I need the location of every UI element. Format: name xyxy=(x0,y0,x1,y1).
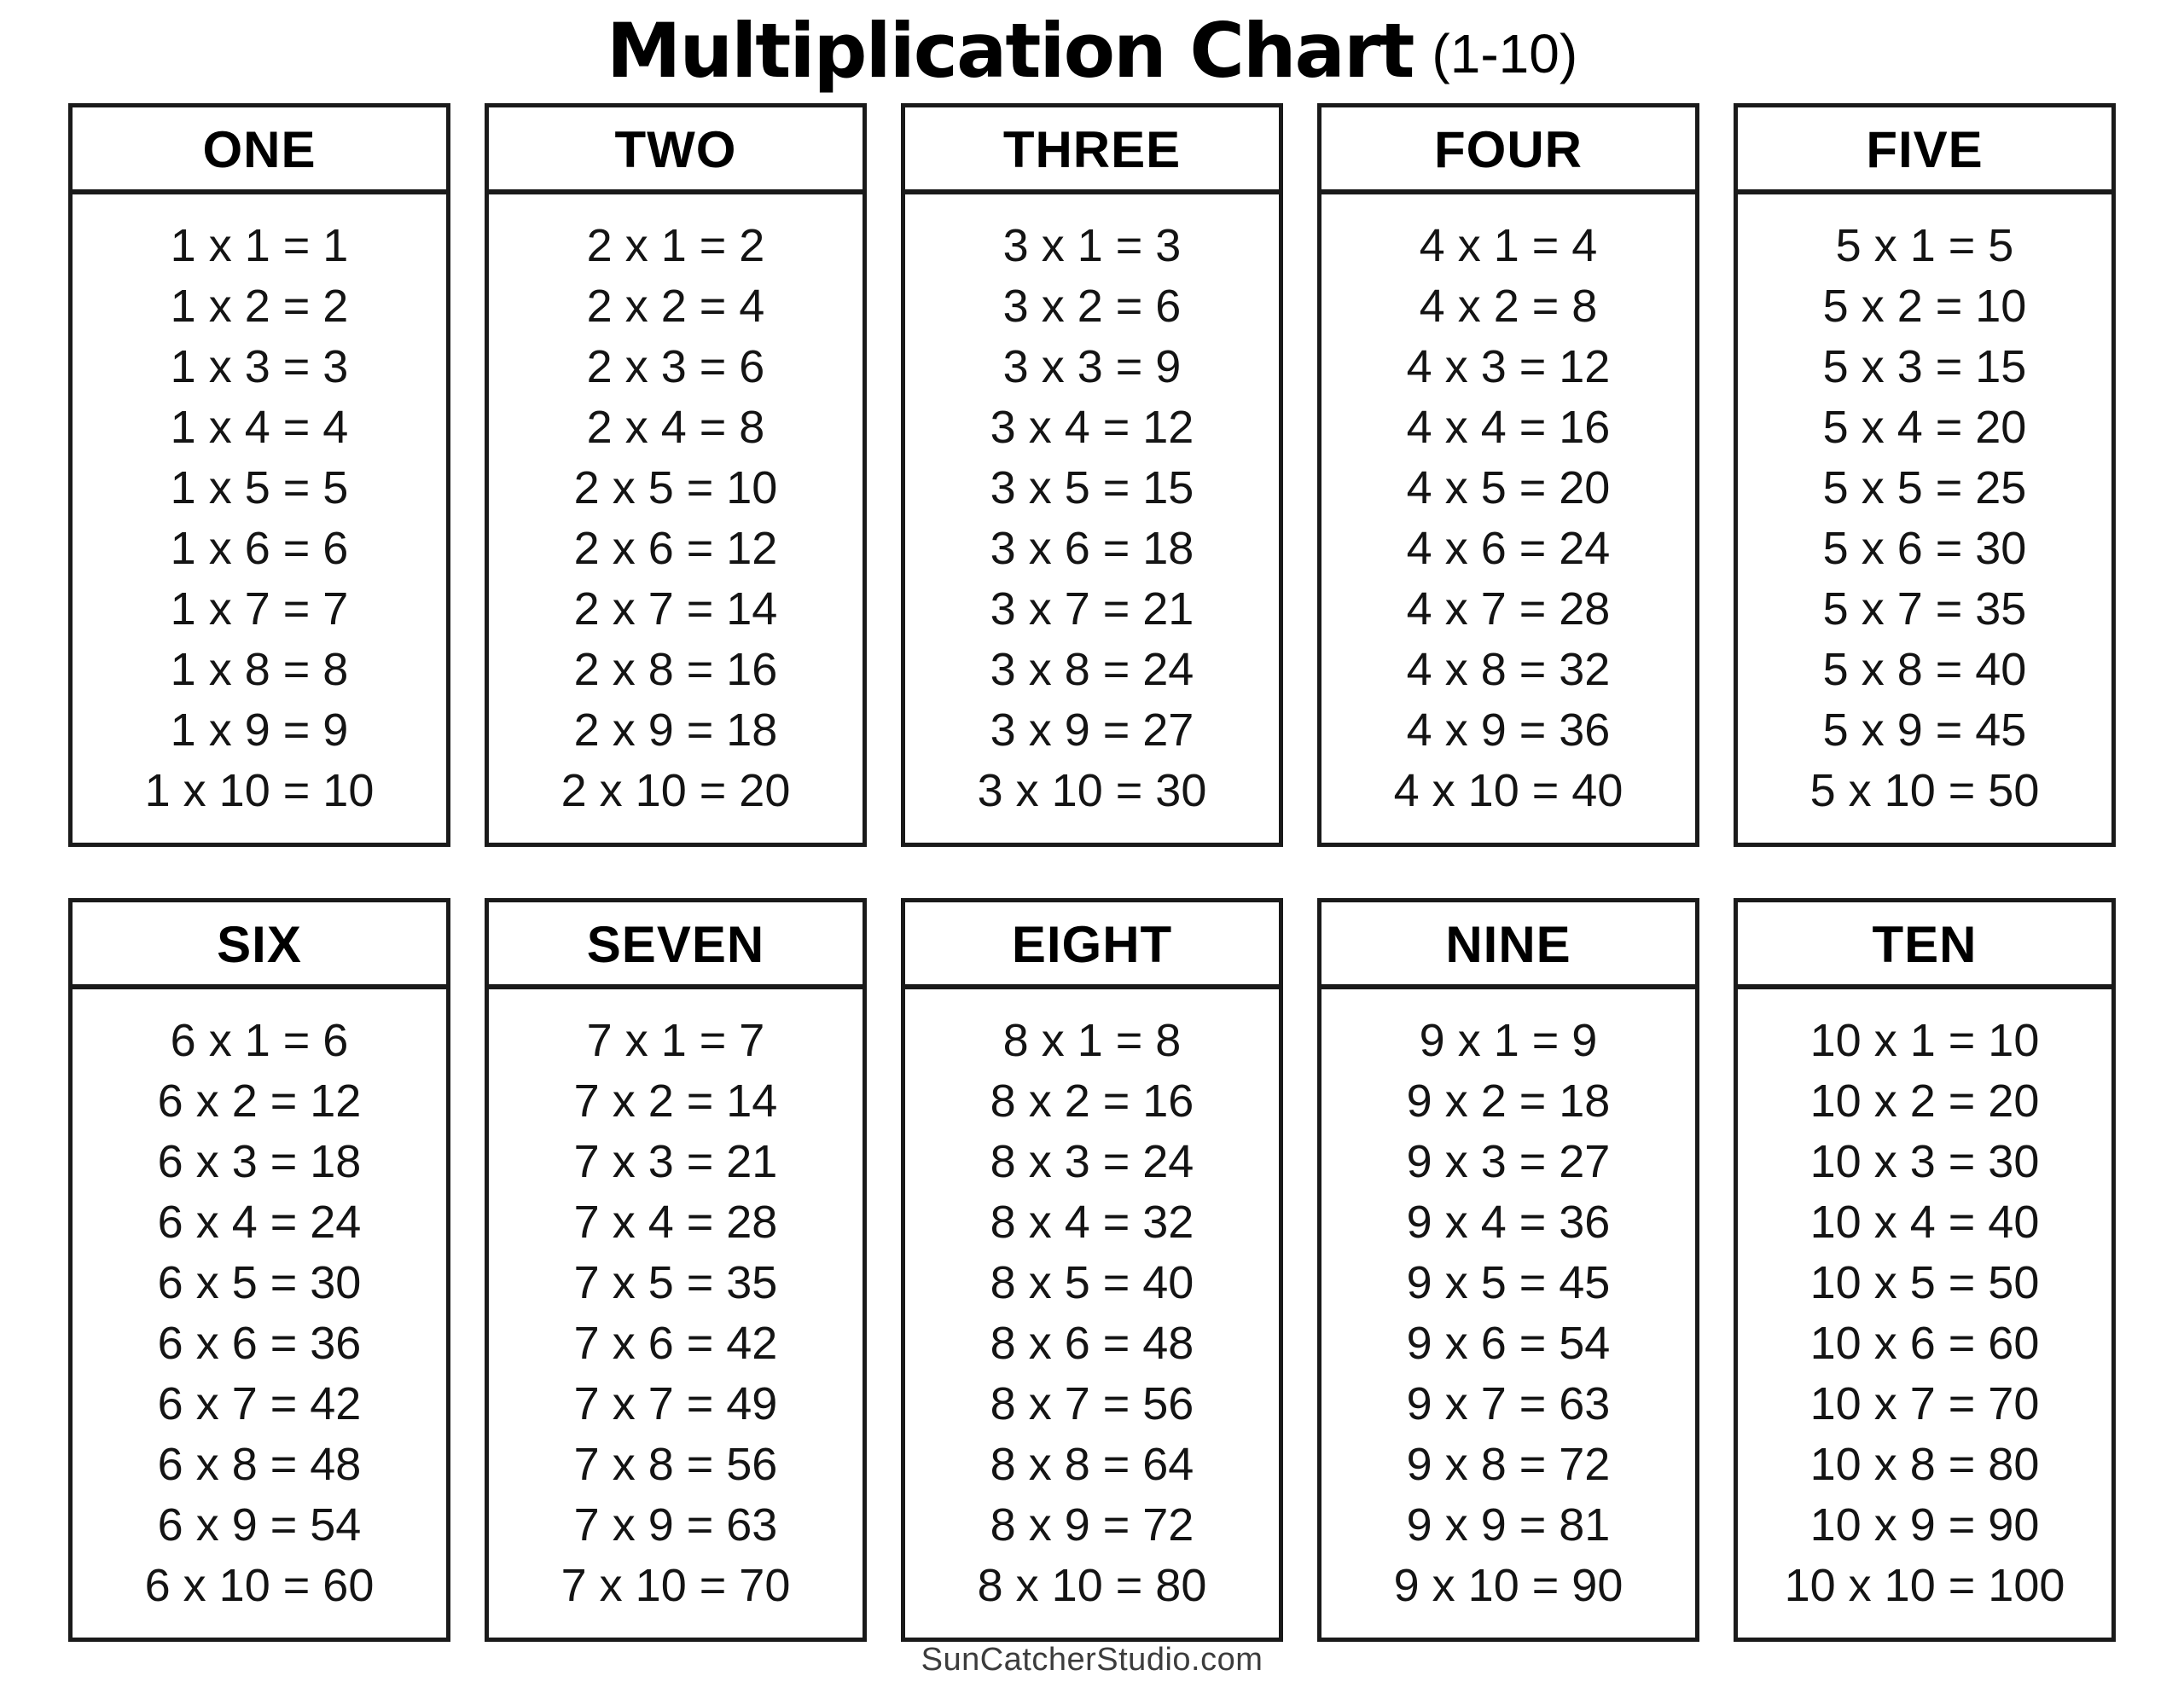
card-body xyxy=(73,194,446,843)
fact-row: 1 x 4 = 4 xyxy=(170,402,349,453)
fact-row: 5 x 6 = 30 xyxy=(1822,523,2027,574)
fact-row: 1 x 8 = 8 xyxy=(170,644,349,695)
fact-row: 8 x 7 = 56 xyxy=(990,1378,1194,1429)
fact-row: 7 x 5 = 35 xyxy=(573,1257,778,1308)
fact-row: 7 x 2 = 14 xyxy=(573,1075,778,1127)
fact-row: 3 x 6 = 18 xyxy=(990,523,1194,574)
fact-row: 10 x 7 = 70 xyxy=(1809,1378,2040,1429)
fact-row: 7 x 7 = 49 xyxy=(573,1378,778,1429)
fact-row: 4 x 9 = 36 xyxy=(1406,704,1611,756)
fact-row: 10 x 9 = 90 xyxy=(1809,1499,2040,1551)
fact-row: 8 x 6 = 48 xyxy=(990,1318,1194,1369)
fact-row: 7 x 1 = 7 xyxy=(586,1015,765,1066)
fact-row: 1 x 5 = 5 xyxy=(170,462,349,513)
fact-row: 4 x 6 = 24 xyxy=(1406,523,1611,574)
card-body xyxy=(489,989,863,1638)
fact-row: 4 x 2 = 8 xyxy=(1419,281,1598,332)
fact-row: 10 x 4 = 40 xyxy=(1809,1197,2040,1248)
fact-row: 3 x 2 = 6 xyxy=(1002,281,1182,332)
fact-row: 9 x 6 = 54 xyxy=(1406,1318,1611,1369)
fact-row: 6 x 9 = 54 xyxy=(157,1499,362,1551)
fact-row: 4 x 3 = 12 xyxy=(1406,341,1611,392)
fact-row: 6 x 1 = 6 xyxy=(170,1015,349,1066)
card-body xyxy=(1321,194,1695,843)
fact-row: 6 x 2 = 12 xyxy=(157,1075,362,1127)
fact-row: 2 x 5 = 10 xyxy=(573,462,778,513)
fact-row: 9 x 2 = 18 xyxy=(1406,1075,1611,1127)
fact-row: 9 x 3 = 27 xyxy=(1406,1136,1611,1187)
fact-row: 6 x 8 = 48 xyxy=(157,1439,362,1490)
card-title: SIX xyxy=(73,902,446,989)
fact-row: 9 x 1 = 9 xyxy=(1419,1015,1598,1066)
fact-row: 7 x 9 = 63 xyxy=(573,1499,778,1551)
fact-row: 8 x 8 = 64 xyxy=(990,1439,1194,1490)
fact-row: 1 x 3 = 3 xyxy=(170,341,349,392)
fact-row: 2 x 9 = 18 xyxy=(573,704,778,756)
fact-row: 5 x 10 = 50 xyxy=(1809,765,2040,816)
fact-row: 5 x 4 = 20 xyxy=(1822,402,2027,453)
page-title: Multiplication Chart xyxy=(606,6,1414,95)
fact-row: 4 x 4 = 16 xyxy=(1406,402,1611,453)
fact-row: 2 x 1 = 2 xyxy=(586,220,765,271)
fact-row: 3 x 5 = 15 xyxy=(990,462,1194,513)
fact-row: 7 x 4 = 28 xyxy=(573,1197,778,1248)
fact-row: 5 x 5 = 25 xyxy=(1822,462,2027,513)
fact-row: 8 x 9 = 72 xyxy=(990,1499,1194,1551)
fact-row: 4 x 1 = 4 xyxy=(1419,220,1598,271)
fact-row: 8 x 4 = 32 xyxy=(990,1197,1194,1248)
card-body xyxy=(1321,989,1695,1638)
multiplication-card-five xyxy=(1734,103,2116,847)
multiplication-card-two xyxy=(485,103,867,847)
footer-site-label: SunCatcherStudio.com xyxy=(921,1642,1263,1678)
multiplication-card-one xyxy=(68,103,450,847)
card-body xyxy=(905,989,1279,1638)
card-body xyxy=(1738,989,2111,1638)
fact-row: 8 x 3 = 24 xyxy=(990,1136,1194,1187)
page-footer xyxy=(0,1642,2184,1687)
fact-row: 2 x 3 = 6 xyxy=(586,341,765,392)
fact-row: 1 x 2 = 2 xyxy=(170,281,349,332)
fact-row: 8 x 2 = 16 xyxy=(990,1075,1194,1127)
multiplication-card-six xyxy=(68,898,450,1642)
card-title: EIGHT xyxy=(905,902,1279,989)
fact-row: 2 x 7 = 14 xyxy=(573,583,778,635)
fact-row: 9 x 4 = 36 xyxy=(1406,1197,1611,1248)
chart-grid xyxy=(0,101,2184,1642)
multiplication-card-ten xyxy=(1734,898,2116,1642)
fact-row: 4 x 8 = 32 xyxy=(1406,644,1611,695)
card-title: NINE xyxy=(1321,902,1695,989)
fact-row: 1 x 7 = 7 xyxy=(170,583,349,635)
card-title: FIVE xyxy=(1738,107,2111,194)
fact-row: 4 x 5 = 20 xyxy=(1406,462,1611,513)
fact-row: 9 x 8 = 72 xyxy=(1406,1439,1611,1490)
fact-row: 6 x 4 = 24 xyxy=(157,1197,362,1248)
fact-row: 5 x 3 = 15 xyxy=(1822,341,2027,392)
card-title: TWO xyxy=(489,107,863,194)
multiplication-card-nine xyxy=(1317,898,1699,1642)
fact-row: 5 x 7 = 35 xyxy=(1822,583,2027,635)
fact-row: 6 x 10 = 60 xyxy=(144,1560,375,1611)
fact-row: 2 x 10 = 20 xyxy=(561,765,791,816)
fact-row: 1 x 9 = 9 xyxy=(170,704,349,756)
fact-row: 5 x 9 = 45 xyxy=(1822,704,2027,756)
fact-row: 3 x 10 = 30 xyxy=(977,765,1207,816)
fact-row: 7 x 8 = 56 xyxy=(573,1439,778,1490)
fact-row: 10 x 6 = 60 xyxy=(1809,1318,2040,1369)
multiplication-card-seven xyxy=(485,898,867,1642)
fact-row: 9 x 10 = 90 xyxy=(1393,1560,1623,1611)
fact-row: 2 x 6 = 12 xyxy=(573,523,778,574)
fact-row: 9 x 9 = 81 xyxy=(1406,1499,1611,1551)
card-title: SEVEN xyxy=(489,902,863,989)
fact-row: 2 x 8 = 16 xyxy=(573,644,778,695)
page-header xyxy=(0,0,2184,101)
fact-row: 5 x 2 = 10 xyxy=(1822,281,2027,332)
multiplication-card-four xyxy=(1317,103,1699,847)
fact-row: 6 x 5 = 30 xyxy=(157,1257,362,1308)
fact-row: 10 x 10 = 100 xyxy=(1784,1560,2065,1611)
fact-row: 9 x 5 = 45 xyxy=(1406,1257,1611,1308)
multiplication-card-eight xyxy=(901,898,1283,1642)
card-body xyxy=(905,194,1279,843)
fact-row: 8 x 5 = 40 xyxy=(990,1257,1194,1308)
fact-row: 10 x 3 = 30 xyxy=(1809,1136,2040,1187)
fact-row: 4 x 7 = 28 xyxy=(1406,583,1611,635)
fact-row: 6 x 6 = 36 xyxy=(157,1318,362,1369)
fact-row: 10 x 8 = 80 xyxy=(1809,1439,2040,1490)
card-body xyxy=(73,989,446,1638)
fact-row: 6 x 3 = 18 xyxy=(157,1136,362,1187)
fact-row: 5 x 8 = 40 xyxy=(1822,644,2027,695)
card-title: FOUR xyxy=(1321,107,1695,194)
fact-row: 3 x 8 = 24 xyxy=(990,644,1194,695)
card-title: THREE xyxy=(905,107,1279,194)
fact-row: 2 x 4 = 8 xyxy=(586,402,765,453)
fact-row: 1 x 1 = 1 xyxy=(170,220,349,271)
page-title-range: (1-10) xyxy=(1432,22,1578,84)
fact-row: 5 x 1 = 5 xyxy=(1835,220,2014,271)
fact-row: 8 x 1 = 8 xyxy=(1002,1015,1182,1066)
card-body xyxy=(1738,194,2111,843)
fact-row: 3 x 4 = 12 xyxy=(990,402,1194,453)
card-body xyxy=(489,194,863,843)
fact-row: 3 x 7 = 21 xyxy=(990,583,1194,635)
fact-row: 7 x 6 = 42 xyxy=(573,1318,778,1369)
card-title: ONE xyxy=(73,107,446,194)
fact-row: 4 x 10 = 40 xyxy=(1393,765,1623,816)
multiplication-card-three xyxy=(901,103,1283,847)
fact-row: 10 x 1 = 10 xyxy=(1809,1015,2040,1066)
fact-row: 8 x 10 = 80 xyxy=(977,1560,1207,1611)
fact-row: 9 x 7 = 63 xyxy=(1406,1378,1611,1429)
fact-row: 1 x 6 = 6 xyxy=(170,523,349,574)
fact-row: 7 x 10 = 70 xyxy=(561,1560,791,1611)
fact-row: 7 x 3 = 21 xyxy=(573,1136,778,1187)
fact-row: 1 x 10 = 10 xyxy=(144,765,375,816)
fact-row: 3 x 3 = 9 xyxy=(1002,341,1182,392)
fact-row: 10 x 2 = 20 xyxy=(1809,1075,2040,1127)
fact-row: 3 x 9 = 27 xyxy=(990,704,1194,756)
fact-row: 10 x 5 = 50 xyxy=(1809,1257,2040,1308)
fact-row: 3 x 1 = 3 xyxy=(1002,220,1182,271)
fact-row: 6 x 7 = 42 xyxy=(157,1378,362,1429)
card-title: TEN xyxy=(1738,902,2111,989)
fact-row: 2 x 2 = 4 xyxy=(586,281,765,332)
